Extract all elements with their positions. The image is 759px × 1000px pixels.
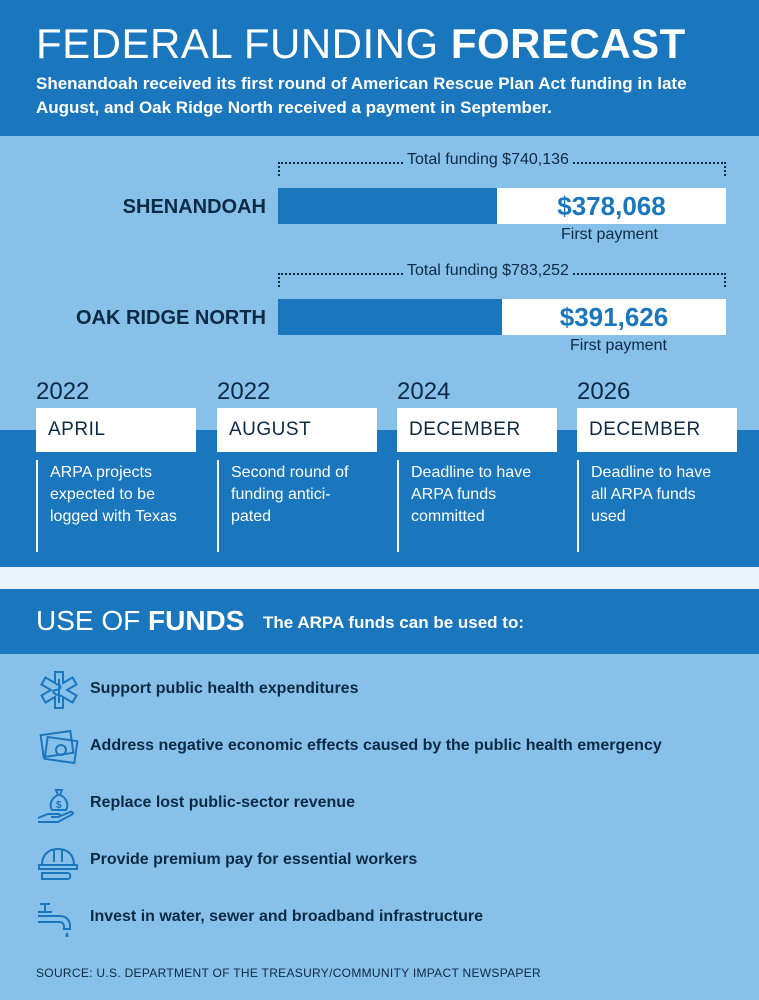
hard-hat-icon bbox=[36, 841, 82, 881]
timeline-event-1 bbox=[36, 376, 196, 525]
event-description: Second round of funding antici-pated bbox=[217, 460, 367, 552]
money-bills-icon bbox=[36, 727, 82, 767]
source-note: SOURCE: U.S. DEPARTMENT OF THE TREASURY/COMMUNITY IMPACT NEWSPAPER bbox=[36, 966, 541, 980]
svg-text:$: $ bbox=[56, 800, 62, 811]
use-item-text: Replace lost public-sector revenue bbox=[90, 794, 355, 811]
list-item bbox=[36, 894, 736, 942]
event-year: 2022 bbox=[217, 378, 271, 405]
event-description: ARPA projects expected to be logged with Texas bbox=[36, 460, 186, 552]
list-item bbox=[36, 837, 736, 885]
page-subtitle: Shenandoah received its first round of American Rescue Plan Act funding in late August, and Oak Ridge North received a payment in September. bbox=[36, 74, 687, 117]
bar-remaining-oak-ridge-north bbox=[278, 299, 502, 335]
money-bag-hand-icon bbox=[36, 784, 82, 824]
uses-header bbox=[0, 589, 759, 654]
header bbox=[0, 0, 759, 136]
timeline-event-2 bbox=[217, 376, 377, 525]
total-label-oak-ridge-north: Total funding $783,252 bbox=[403, 262, 573, 280]
first-payment-value-oak-ridge-north: $391,626 bbox=[559, 301, 669, 332]
city-label-shenandoah: SHENANDOAH bbox=[122, 196, 266, 218]
timeline-event-4 bbox=[577, 376, 737, 525]
uses-title-light: USE OF bbox=[36, 605, 141, 636]
uses-list bbox=[0, 654, 759, 954]
event-description: Deadline to have ARPA funds committed bbox=[397, 460, 547, 552]
use-item-text: Invest in water, sewer and broadband infrastructure bbox=[90, 908, 483, 925]
first-payment-caption-oak-ridge-north: First payment bbox=[570, 337, 667, 354]
event-year: 2024 bbox=[397, 378, 451, 405]
uses-title-bold: FUNDS bbox=[148, 605, 245, 636]
list-item bbox=[36, 780, 736, 828]
event-description: Deadline to have all ARPA funds used bbox=[577, 460, 727, 552]
bar-first-payment-shenandoah bbox=[497, 188, 726, 224]
event-month: APRIL bbox=[36, 408, 196, 452]
water-faucet-icon bbox=[36, 898, 82, 938]
event-month: AUGUST bbox=[217, 408, 377, 452]
first-payment-value-shenandoah: $378,068 bbox=[557, 190, 666, 221]
bar-shenandoah bbox=[278, 188, 726, 224]
event-year: 2026 bbox=[577, 378, 631, 405]
event-month: DECEMBER bbox=[397, 408, 557, 452]
divider-stripe bbox=[0, 567, 759, 589]
bar-oak-ridge-north bbox=[278, 299, 726, 335]
use-item-text: Provide premium pay for essential workers bbox=[90, 851, 418, 868]
page-title bbox=[36, 22, 686, 66]
bar-first-payment-oak-ridge-north bbox=[502, 299, 726, 335]
timeline-event-3 bbox=[397, 376, 557, 525]
event-year: 2022 bbox=[36, 378, 90, 405]
total-label-shenandoah: Total funding $740,136 bbox=[403, 151, 573, 169]
uses-subtitle: The ARPA funds can be used to: bbox=[263, 613, 524, 632]
title-light: FEDERAL FUNDING bbox=[36, 20, 439, 67]
use-item-text: Support public health expenditures bbox=[90, 680, 359, 697]
list-item bbox=[36, 723, 736, 771]
medical-star-icon bbox=[36, 670, 82, 710]
event-month: DECEMBER bbox=[577, 408, 737, 452]
bar-remaining-shenandoah bbox=[278, 188, 497, 224]
use-item-text: Address negative economic effects caused by the public health emergency bbox=[90, 737, 662, 754]
first-payment-caption-shenandoah: First payment bbox=[561, 226, 658, 243]
uses-title bbox=[36, 605, 244, 637]
list-item bbox=[36, 666, 736, 714]
city-label-oak-ridge-north: OAK RIDGE NORTH bbox=[76, 307, 266, 329]
title-bold: FORECAST bbox=[450, 20, 686, 67]
